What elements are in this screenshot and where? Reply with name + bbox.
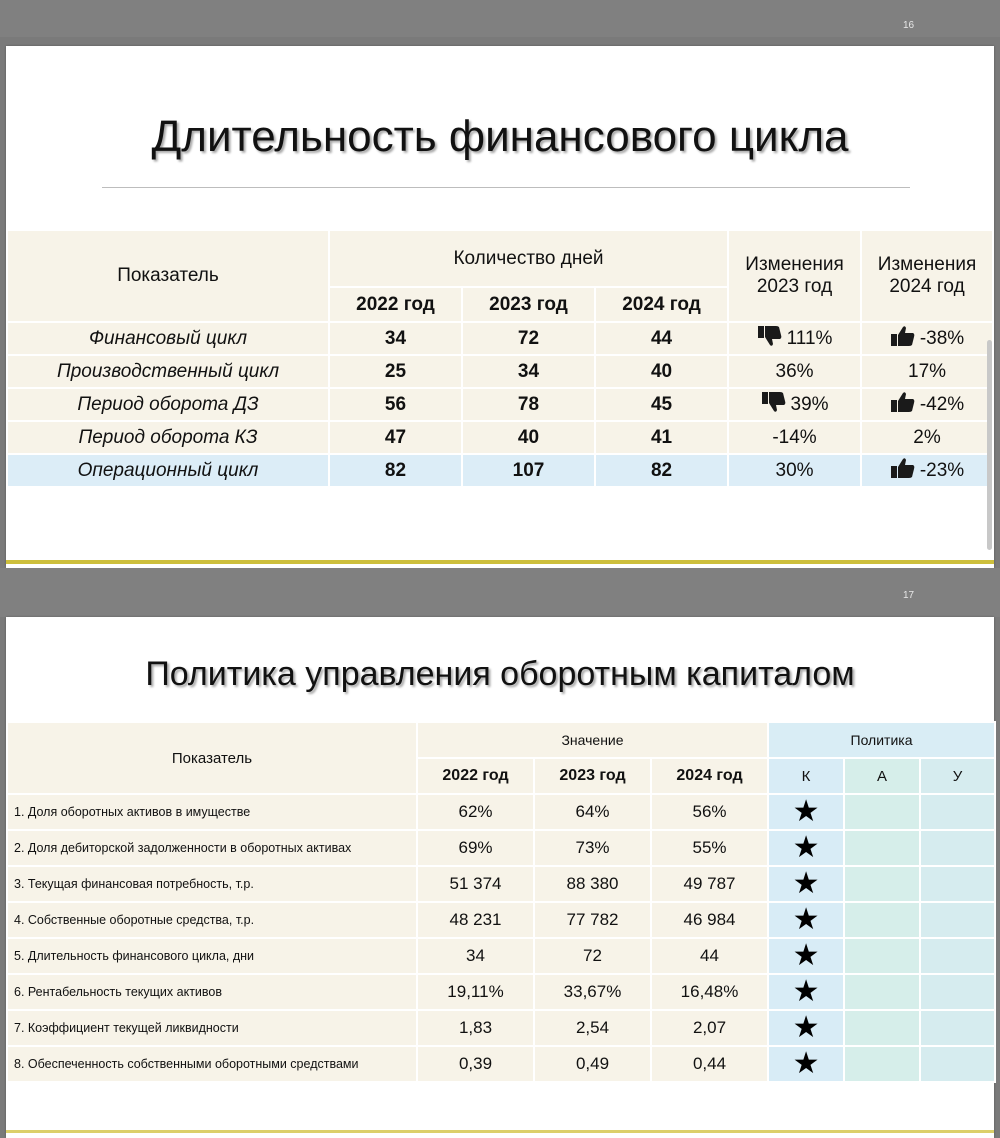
table-row bbox=[7, 322, 993, 355]
value-2023: 72 bbox=[534, 938, 651, 974]
value-2024: 0,44 bbox=[651, 1046, 768, 1082]
row-label: Период оборота ДЗ bbox=[7, 388, 329, 421]
thumbs-up-icon bbox=[890, 325, 916, 353]
window-top-bar bbox=[0, 0, 1000, 37]
policy-cell-2 bbox=[920, 938, 995, 974]
value-2022: 82 bbox=[329, 454, 462, 487]
working-capital-policy-table bbox=[6, 721, 996, 1083]
star-icon: ★ bbox=[792, 831, 820, 864]
table-row bbox=[7, 421, 993, 454]
slide-working-capital-policy bbox=[6, 617, 994, 1138]
policy-cell-1 bbox=[844, 902, 920, 938]
row-label: 3. Текущая финансовая потребность, т.р. bbox=[7, 866, 417, 902]
policy-cell-2 bbox=[920, 830, 995, 866]
value-2022: 19,11% bbox=[417, 974, 534, 1010]
thumbs-down-icon bbox=[761, 391, 787, 419]
row-label: 1. Доля оборотных активов в имуществе bbox=[7, 794, 417, 830]
value-2023: 73% bbox=[534, 830, 651, 866]
value-2023: 34 bbox=[462, 355, 595, 388]
policy-cell-2 bbox=[920, 866, 995, 902]
table-row bbox=[7, 355, 993, 388]
change-value: 30% bbox=[775, 459, 814, 481]
value-2022: 47 bbox=[329, 421, 462, 454]
policy-cell-2 bbox=[920, 974, 995, 1010]
header-year-2: 2024 год bbox=[651, 758, 768, 794]
table-row bbox=[7, 830, 995, 866]
value-2024: 41 bbox=[595, 421, 728, 454]
change-value: -23% bbox=[919, 459, 965, 481]
value-2022: 48 231 bbox=[417, 902, 534, 938]
value-2022: 56 bbox=[329, 388, 462, 421]
value-2023: 40 bbox=[462, 421, 595, 454]
policy-cell-2 bbox=[920, 1010, 995, 1046]
slide-title: Политика управления оборотным капиталом bbox=[145, 655, 855, 693]
header-policy-2: У bbox=[920, 758, 995, 794]
change-value: 36% bbox=[775, 360, 814, 382]
header-year-2: 2024 год bbox=[595, 287, 728, 322]
star-icon: ★ bbox=[792, 1047, 820, 1080]
change-value: -14% bbox=[772, 426, 817, 448]
value-2023: 0,49 bbox=[534, 1046, 651, 1082]
star-icon: ★ bbox=[792, 939, 820, 972]
star-icon: ★ bbox=[792, 867, 820, 900]
row-label: 8. Обеспеченность собственными оборотными средствами bbox=[7, 1046, 417, 1082]
table-row bbox=[7, 974, 995, 1010]
value-2022: 62% bbox=[417, 794, 534, 830]
policy-cell-2 bbox=[920, 902, 995, 938]
policy-cell-1 bbox=[844, 794, 920, 830]
change-2024 bbox=[861, 355, 993, 388]
row-label: 2. Доля дебиторской задолженности в оборотных активах bbox=[7, 830, 417, 866]
value-2022: 1,83 bbox=[417, 1010, 534, 1046]
policy-cell-0 bbox=[768, 902, 844, 938]
value-2024: 44 bbox=[595, 322, 728, 355]
star-icon: ★ bbox=[792, 975, 820, 1008]
header-days: Количество дней bbox=[329, 230, 728, 287]
change-value: 111% bbox=[786, 327, 833, 349]
change-value: -42% bbox=[919, 393, 965, 415]
row-label: Период оборота КЗ bbox=[7, 421, 329, 454]
value-2023: 72 bbox=[462, 322, 595, 355]
value-2023: 77 782 bbox=[534, 902, 651, 938]
title-divider bbox=[102, 187, 910, 188]
thumbs-down-icon bbox=[757, 325, 783, 353]
thumbs-up-icon bbox=[890, 457, 916, 485]
policy-cell-0 bbox=[768, 1010, 844, 1046]
table-row bbox=[7, 388, 993, 421]
policy-cell-2 bbox=[920, 1046, 995, 1082]
header-change-2023: Изменения 2023 год bbox=[728, 230, 861, 322]
header-year-1: 2023 год bbox=[534, 758, 651, 794]
policy-cell-0 bbox=[768, 794, 844, 830]
value-2024: 45 bbox=[595, 388, 728, 421]
row-label: Финансовый цикл bbox=[7, 322, 329, 355]
slide-number: 17 bbox=[903, 590, 915, 601]
change-2024 bbox=[861, 421, 993, 454]
value-2024: 56% bbox=[651, 794, 768, 830]
value-2023: 2,54 bbox=[534, 1010, 651, 1046]
slide-bottom-border bbox=[6, 560, 994, 564]
slide-bottom-border bbox=[6, 1130, 994, 1133]
value-2022: 34 bbox=[329, 322, 462, 355]
table-row bbox=[7, 938, 995, 974]
change-2023 bbox=[728, 421, 861, 454]
table-row bbox=[7, 1046, 995, 1082]
value-2024: 44 bbox=[651, 938, 768, 974]
header-indicator: Показатель bbox=[7, 722, 417, 794]
change-2023 bbox=[728, 322, 861, 355]
value-2022: 69% bbox=[417, 830, 534, 866]
value-2023: 64% bbox=[534, 794, 651, 830]
value-2024: 55% bbox=[651, 830, 768, 866]
change-value: -38% bbox=[919, 327, 965, 349]
change-2023 bbox=[728, 388, 861, 421]
row-label: 7. Коэффициент текущей ликвидности bbox=[7, 1010, 417, 1046]
value-2022: 51 374 bbox=[417, 866, 534, 902]
value-2023: 107 bbox=[462, 454, 595, 487]
header-year-1: 2023 год bbox=[462, 287, 595, 322]
value-2023: 88 380 bbox=[534, 866, 651, 902]
policy-cell-0 bbox=[768, 974, 844, 1010]
slide-title: Длительность финансового цикла bbox=[151, 112, 849, 161]
policy-cell-0 bbox=[768, 830, 844, 866]
header-policy-1: А bbox=[844, 758, 920, 794]
header-value: Значение bbox=[417, 722, 768, 758]
star-icon: ★ bbox=[792, 795, 820, 828]
table-row bbox=[7, 794, 995, 830]
policy-cell-0 bbox=[768, 866, 844, 902]
policy-cell-1 bbox=[844, 1010, 920, 1046]
header-year-0: 2022 год bbox=[329, 287, 462, 322]
change-2024 bbox=[861, 454, 993, 487]
value-2024: 2,07 bbox=[651, 1010, 768, 1046]
table-row bbox=[7, 902, 995, 938]
table-row bbox=[7, 454, 993, 487]
financial-cycle-table bbox=[6, 229, 994, 488]
value-2024: 82 bbox=[595, 454, 728, 487]
row-label: 4. Собственные оборотные средства, т.р. bbox=[7, 902, 417, 938]
change-value: 17% bbox=[908, 360, 947, 382]
row-label: 6. Рентабельность текущих активов bbox=[7, 974, 417, 1010]
change-value: 2% bbox=[913, 426, 941, 448]
value-2022: 34 bbox=[417, 938, 534, 974]
policy-cell-1 bbox=[844, 866, 920, 902]
table-row bbox=[7, 866, 995, 902]
header-indicator: Показатель bbox=[7, 230, 329, 322]
change-value: 39% bbox=[790, 393, 829, 415]
value-2022: 25 bbox=[329, 355, 462, 388]
slide-gap bbox=[0, 568, 1000, 617]
slide-financial-cycle bbox=[6, 46, 994, 568]
value-2024: 49 787 bbox=[651, 866, 768, 902]
star-icon: ★ bbox=[792, 903, 820, 936]
value-2023: 33,67% bbox=[534, 974, 651, 1010]
scrollbar[interactable] bbox=[987, 340, 992, 550]
thumbs-up-icon bbox=[890, 391, 916, 419]
header-policy: Политика bbox=[768, 722, 995, 758]
value-2023: 78 bbox=[462, 388, 595, 421]
value-2024: 46 984 bbox=[651, 902, 768, 938]
table-row bbox=[7, 1010, 995, 1046]
value-2022: 0,39 bbox=[417, 1046, 534, 1082]
change-2024 bbox=[861, 322, 993, 355]
change-2023 bbox=[728, 355, 861, 388]
value-2024: 40 bbox=[595, 355, 728, 388]
policy-cell-0 bbox=[768, 1046, 844, 1082]
policy-cell-1 bbox=[844, 974, 920, 1010]
row-label: 5. Длительность финансового цикла, дни bbox=[7, 938, 417, 974]
header-policy-0: К bbox=[768, 758, 844, 794]
policy-cell-2 bbox=[920, 794, 995, 830]
row-label: Операционный цикл bbox=[7, 454, 329, 487]
header-change-2024: Изменения 2024 год bbox=[861, 230, 993, 322]
row-label: Производственный цикл bbox=[7, 355, 329, 388]
policy-cell-1 bbox=[844, 938, 920, 974]
policy-cell-1 bbox=[844, 1046, 920, 1082]
policy-cell-1 bbox=[844, 830, 920, 866]
change-2023 bbox=[728, 454, 861, 487]
value-2024: 16,48% bbox=[651, 974, 768, 1010]
policy-cell-0 bbox=[768, 938, 844, 974]
change-2024 bbox=[861, 388, 993, 421]
header-year-0: 2022 год bbox=[417, 758, 534, 794]
star-icon: ★ bbox=[792, 1011, 820, 1044]
slide-number: 16 bbox=[903, 20, 915, 31]
